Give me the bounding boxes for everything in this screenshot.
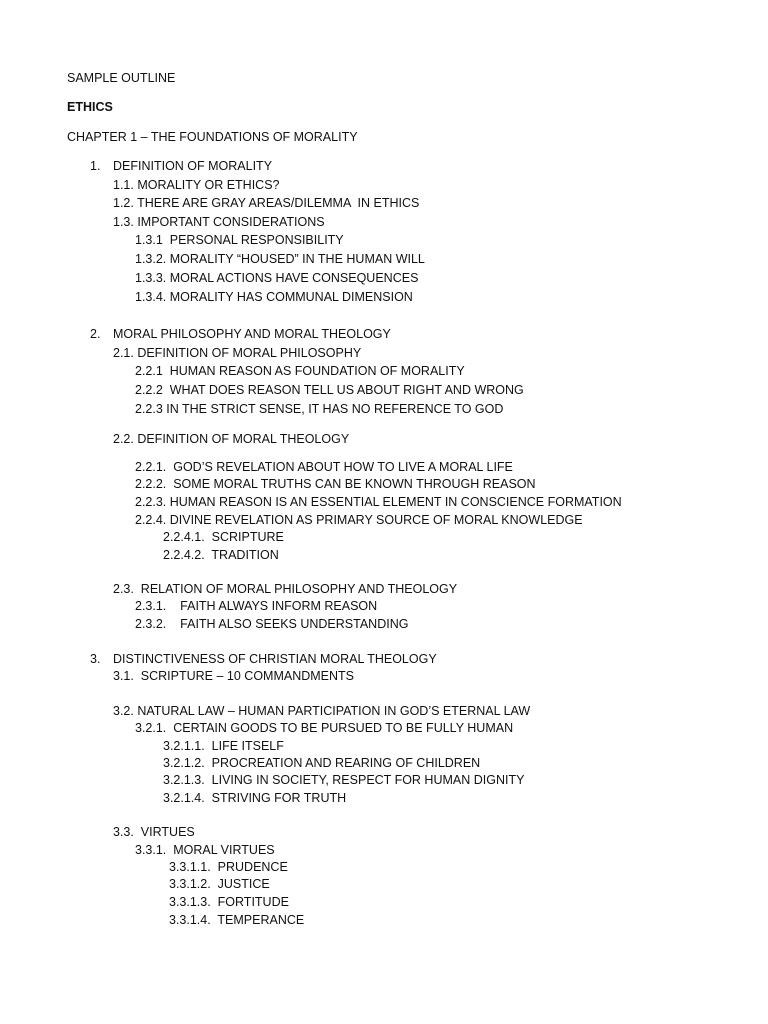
- chapter-title: CHAPTER 1 – THE FOUNDATIONS OF MORALITY: [67, 130, 358, 144]
- outline-item: 1.3.4. MORALITY HAS COMMUNAL DIMENSION: [135, 290, 413, 304]
- section-2-number: 2.: [90, 327, 101, 341]
- outline-item: 1.3.3. MORAL ACTIONS HAVE CONSEQUENCES: [135, 271, 419, 285]
- outline-item: 2.2.4.2. TRADITION: [163, 548, 279, 562]
- section-1-title: DEFINITION OF MORALITY: [113, 159, 273, 173]
- outline-item: 3.2.1.1. LIFE ITSELF: [163, 739, 284, 753]
- outline-item: 2.3.2. FAITH ALSO SEEKS UNDERSTANDING: [135, 617, 409, 631]
- outline-item: 1.3.2. MORALITY “HOUSED” IN THE HUMAN WILL: [135, 252, 425, 266]
- outline-item: 2.3.1. FAITH ALWAYS INFORM REASON: [135, 599, 378, 613]
- subject-title: ETHICS: [67, 100, 113, 114]
- section-3-title: DISTINCTIVENESS OF CHRISTIAN MORAL THEOLOGY: [113, 652, 437, 666]
- outline-item: 3.3. VIRTUES: [113, 825, 195, 839]
- outline-item: 3.1. SCRIPTURE – 10 COMMANDMENTS: [113, 669, 355, 683]
- outline-item: 2.2.2. SOME MORAL TRUTHS CAN BE KNOWN THROUGH REASON: [135, 477, 536, 491]
- section-3-number: 3.: [90, 652, 101, 666]
- outline-item: 3.2.1.2. PROCREATION AND REARING OF CHILDREN: [163, 756, 481, 770]
- outline-item: 1.3. IMPORTANT CONSIDERATIONS: [113, 215, 325, 229]
- sample-outline-heading: SAMPLE OUTLINE: [67, 71, 176, 85]
- section-2-title: MORAL PHILOSOPHY AND MORAL THEOLOGY: [113, 327, 391, 341]
- outline-item: 2.2.3. HUMAN REASON IS AN ESSENTIAL ELEMENT IN CONSCIENCE FORMATION: [135, 495, 622, 509]
- outline-item: 2.2.4. DIVINE REVELATION AS PRIMARY SOURCE OF MORAL KNOWLEDGE: [135, 513, 583, 527]
- outline-item: 3.3.1. MORAL VIRTUES: [135, 843, 275, 857]
- outline-item: 2.2.1. GOD’S REVELATION ABOUT HOW TO LIVE A MORAL LIFE: [135, 460, 513, 474]
- outline-item: 3.2.1.3. LIVING IN SOCIETY, RESPECT FOR HUMAN DIGNITY: [163, 773, 525, 787]
- outline-item: 3.3.1.1. PRUDENCE: [169, 860, 288, 874]
- outline-item: 2.3. RELATION OF MORAL PHILOSOPHY AND THEOLOGY: [113, 582, 458, 596]
- outline-item: 2.2.1 HUMAN REASON AS FOUNDATION OF MORALITY: [135, 364, 465, 378]
- section-1-number: 1.: [90, 159, 101, 173]
- outline-item: 3.2.1. CERTAIN GOODS TO BE PURSUED TO BE FULLY HUMAN: [135, 721, 514, 735]
- outline-item: 2.2.4.1. SCRIPTURE: [163, 530, 284, 544]
- outline-item: 2.2.3 IN THE STRICT SENSE, IT HAS NO REFERENCE TO GOD: [135, 402, 504, 416]
- outline-item: 3.2.1.4. STRIVING FOR TRUTH: [163, 791, 347, 805]
- outline-item: 1.2. THERE ARE GRAY AREAS/DILEMMA IN ETHICS: [113, 196, 420, 210]
- outline-item: 1.1. MORALITY OR ETHICS?: [113, 178, 280, 192]
- outline-item: 1.3.1 PERSONAL RESPONSIBILITY: [135, 233, 344, 247]
- outline-item: 3.3.1.3. FORTITUDE: [169, 895, 289, 909]
- outline-item: 2.2. DEFINITION OF MORAL THEOLOGY: [113, 432, 350, 446]
- outline-item: 2.1. DEFINITION OF MORAL PHILOSOPHY: [113, 346, 362, 360]
- outline-item: 2.2.2 WHAT DOES REASON TELL US ABOUT RIGHT AND WRONG: [135, 383, 524, 397]
- outline-item: 3.2. NATURAL LAW – HUMAN PARTICIPATION IN GOD’S ETERNAL LAW: [113, 704, 531, 718]
- outline-item: 3.3.1.4. TEMPERANCE: [169, 913, 305, 927]
- outline-item: 3.3.1.2. JUSTICE: [169, 877, 270, 891]
